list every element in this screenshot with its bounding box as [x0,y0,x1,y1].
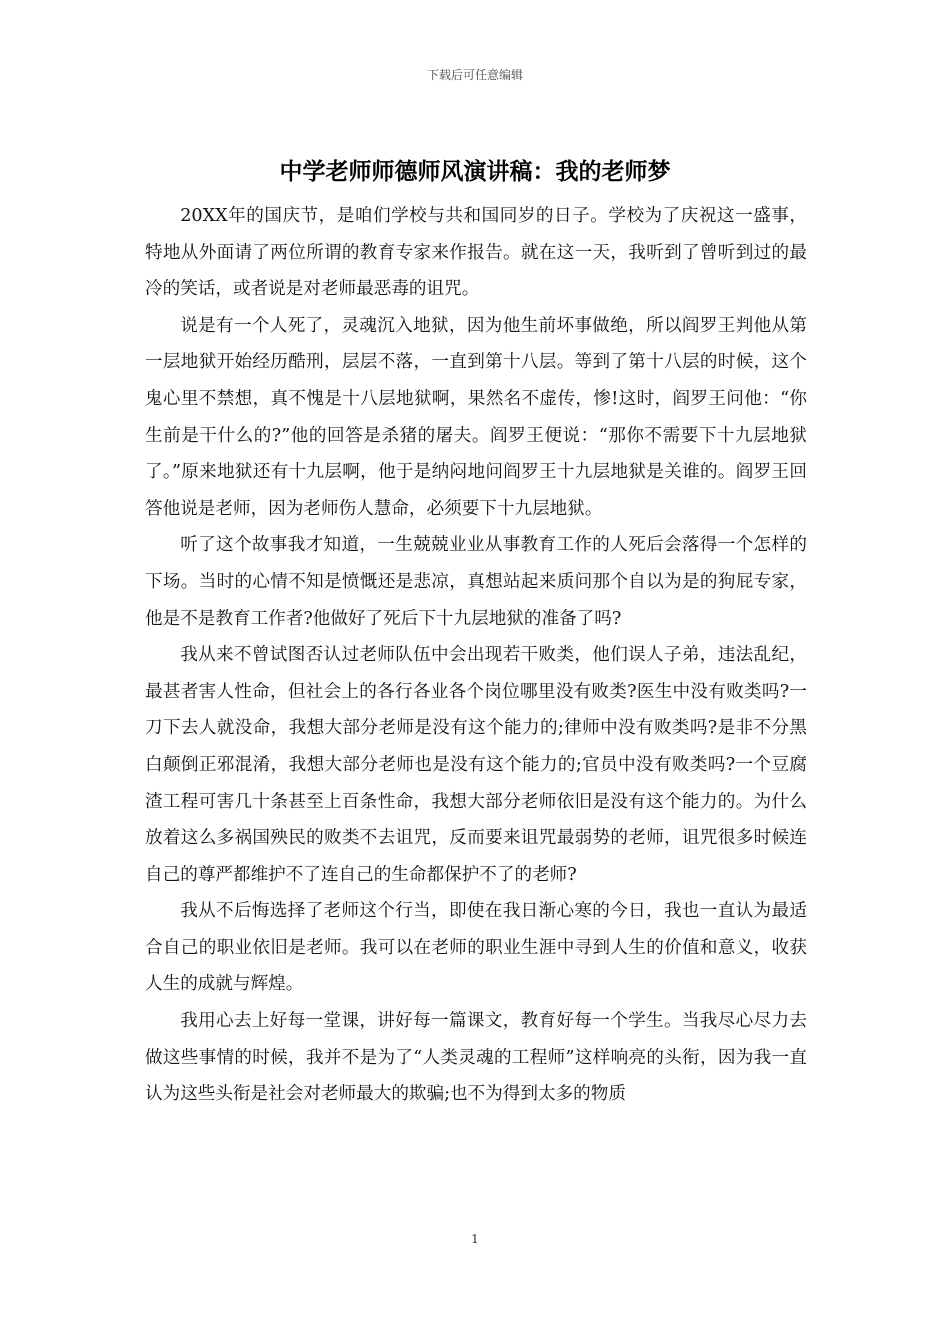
paragraph-6: 我用心去上好每一堂课，讲好每一篇课文，教育好每一个学生。当我尽心尽力去做这些事情的时候，我并不是为了“人类灵魂的工程师”这样响亮的头衔，因为我一直认为这些头衔是社会对老师最大的欺骗;也不为得到太多的物质 [145,1011,807,1105]
paragraph-1: 20XX年的国庆节，是咱们学校与共和国同岁的日子。学校为了庆祝这一盛事，特地从外面请了两位所谓的教育专家来作报告。就在这一天，我听到了曾听到过的最冷的笑话，或者说是对老师最恶毒的诅咒。 [145,206,807,300]
paragraph-4: 我从来不曾试图否认过老师队伍中会出现若干败类，他们误人子弟，违法乱纪，最甚者害人性命，但社会上的各行各业各个岗位哪里没有败类?医生中没有败类吗?一刀下去人就没命，我想大部分老师是没有这个能力的;律师中没有败类吗?是非不分黑白颠倒正邪混淆，我想大部分老师也是没有这个能力的;官员中没有败类吗?一个豆腐渣工程可害几十条甚至上百条性命，我想大部分老师依旧是没有这个能力的。为什么放着这么多祸国殃民的败类不去诅咒，反而要来诅咒最弱势的老师，诅咒很多时候连自己的尊严都维护不了连自己的生命都保护不了的老师? [145,645,807,885]
page-number: 1 [471,1232,479,1246]
document-title: 中学老师师德师风演讲稿：我的老师梦 [279,159,671,185]
paragraph-2: 说是有一个人死了，灵魂沉入地狱，因为他生前坏事做绝，所以阎罗王判他从第一层地狱开始经历酷刑，层层不落，一直到第十八层。等到了第十八层的时候，这个鬼心里不禁想，真不愧是十八层地狱啊，果然名不虚传，惨!这时，阎罗王问他：“你生前是干什么的?”他的回答是杀猪的屠夫。阎罗王便说：“那你不需要下十九层地狱了。”原来地狱还有十九层啊，他于是纳闷地问阎罗王十九层地狱是关谁的。阎罗王回答他说是老师，因为老师伤人慧命，必须要下十九层地狱。 [145,315,807,519]
paragraph-5: 我从不后悔选择了老师这个行当，即使在我日渐心寒的今日，我也一直认为最适合自己的职业依旧是老师。我可以在老师的职业生涯中寻到人生的价值和意义，收获人生的成就与辉煌。 [145,901,807,995]
header-note: 下载后可任意编辑 [426,68,523,82]
paragraph-3: 听了这个故事我才知道，一生兢兢业业从事教育工作的人死后会落得一个怎样的下场。当时的心情不知是愤慨还是悲凉，真想站起来质问那个自以为是的狗屁专家，他是不是教育工作者?他做好了死后下十九层地狱的准备了吗? [145,535,807,629]
document-body [145,198,807,1113]
